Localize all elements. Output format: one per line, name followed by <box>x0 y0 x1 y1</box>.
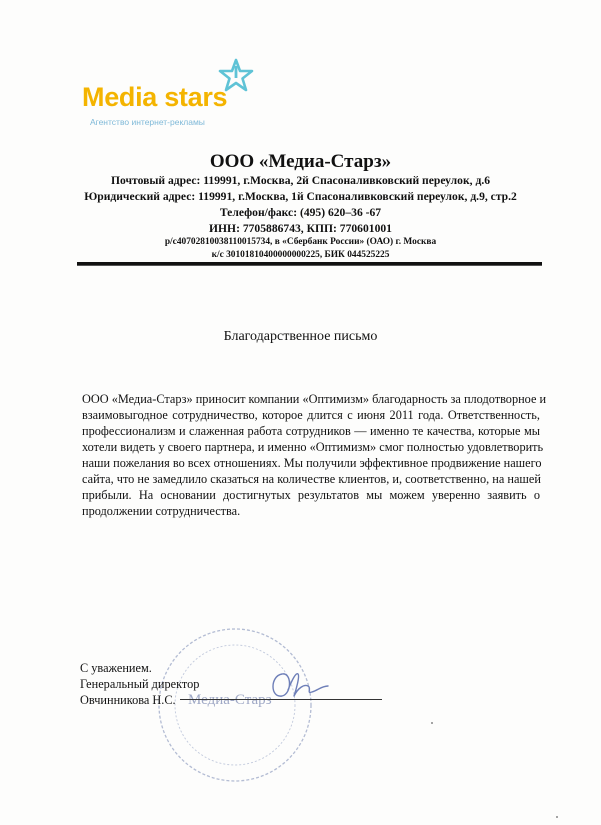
letter-line: взаимовыгодное сотрудничество, которое длится с июня 2011 года. Ответственность, <box>82 408 540 422</box>
closing-regards: С уважением. <box>80 661 152 675</box>
tax-ids: ИНН: 7705886743, КПП: 770601001 <box>209 222 392 235</box>
handwritten-signature <box>268 668 330 702</box>
legal-address: Юридический адрес: 119991, г.Москва, 1й Спасоналивковский переулок, д.9, стр.2 <box>84 190 517 203</box>
bank-account: р/с40702810038110015734, в «Сбербанк России» (ОАО) г. Москва <box>164 237 437 247</box>
header-divider <box>77 262 542 266</box>
letter-line: ООО «Медиа-Старз» приносит компании «Оптимизм» благодарность за плодотворное и <box>82 392 547 406</box>
logo-brand-text: Media stars <box>82 82 228 112</box>
signer-position: Генеральный директор <box>80 677 200 691</box>
stamp-text: Медиа-Старз <box>188 692 272 708</box>
signature-line <box>180 699 382 700</box>
phone-fax: Телефон/факс: (495) 620–36 -67 <box>219 206 382 219</box>
company-logo <box>82 58 272 130</box>
letter-line: профессионализм и слаженная работа сотрудников — именно те качества, которые мы <box>82 424 540 438</box>
logo-tagline: Агентство интернет-рекламы <box>90 117 205 127</box>
star-icon <box>218 58 254 92</box>
signer-name: Овчинникова Н.С. <box>80 693 176 707</box>
letter-title: Благодарственное письмо <box>223 329 378 344</box>
letter-line: прибыли. На основании достигнутых результатов мы можем уверенно заявить о <box>82 488 540 502</box>
scan-speck <box>556 816 558 818</box>
postal-address: Почтовый адрес: 119991, г.Москва, 2й Спасоналивковский переулок, д.6 <box>110 174 491 187</box>
letter-line: хотели видеть у своего партнера, и именно «Оптимизм» смог полностью удовлетворить <box>82 440 544 454</box>
scan-speck <box>431 722 433 724</box>
correspondent-account: к/с 30101810400000000225, БИК 044525225 <box>211 250 390 260</box>
company-name: ООО «Медиа-Старз» <box>209 151 392 172</box>
letter-line: продолжении сотрудничества. <box>82 504 241 518</box>
letter-line: наши пожелания во всех отношениях. Мы получили эффективное продвижение нашего <box>82 456 542 470</box>
letter-line: сайта, что не замедлило сказаться на количестве клиентов, и, соответственно, на нашей <box>82 472 541 486</box>
